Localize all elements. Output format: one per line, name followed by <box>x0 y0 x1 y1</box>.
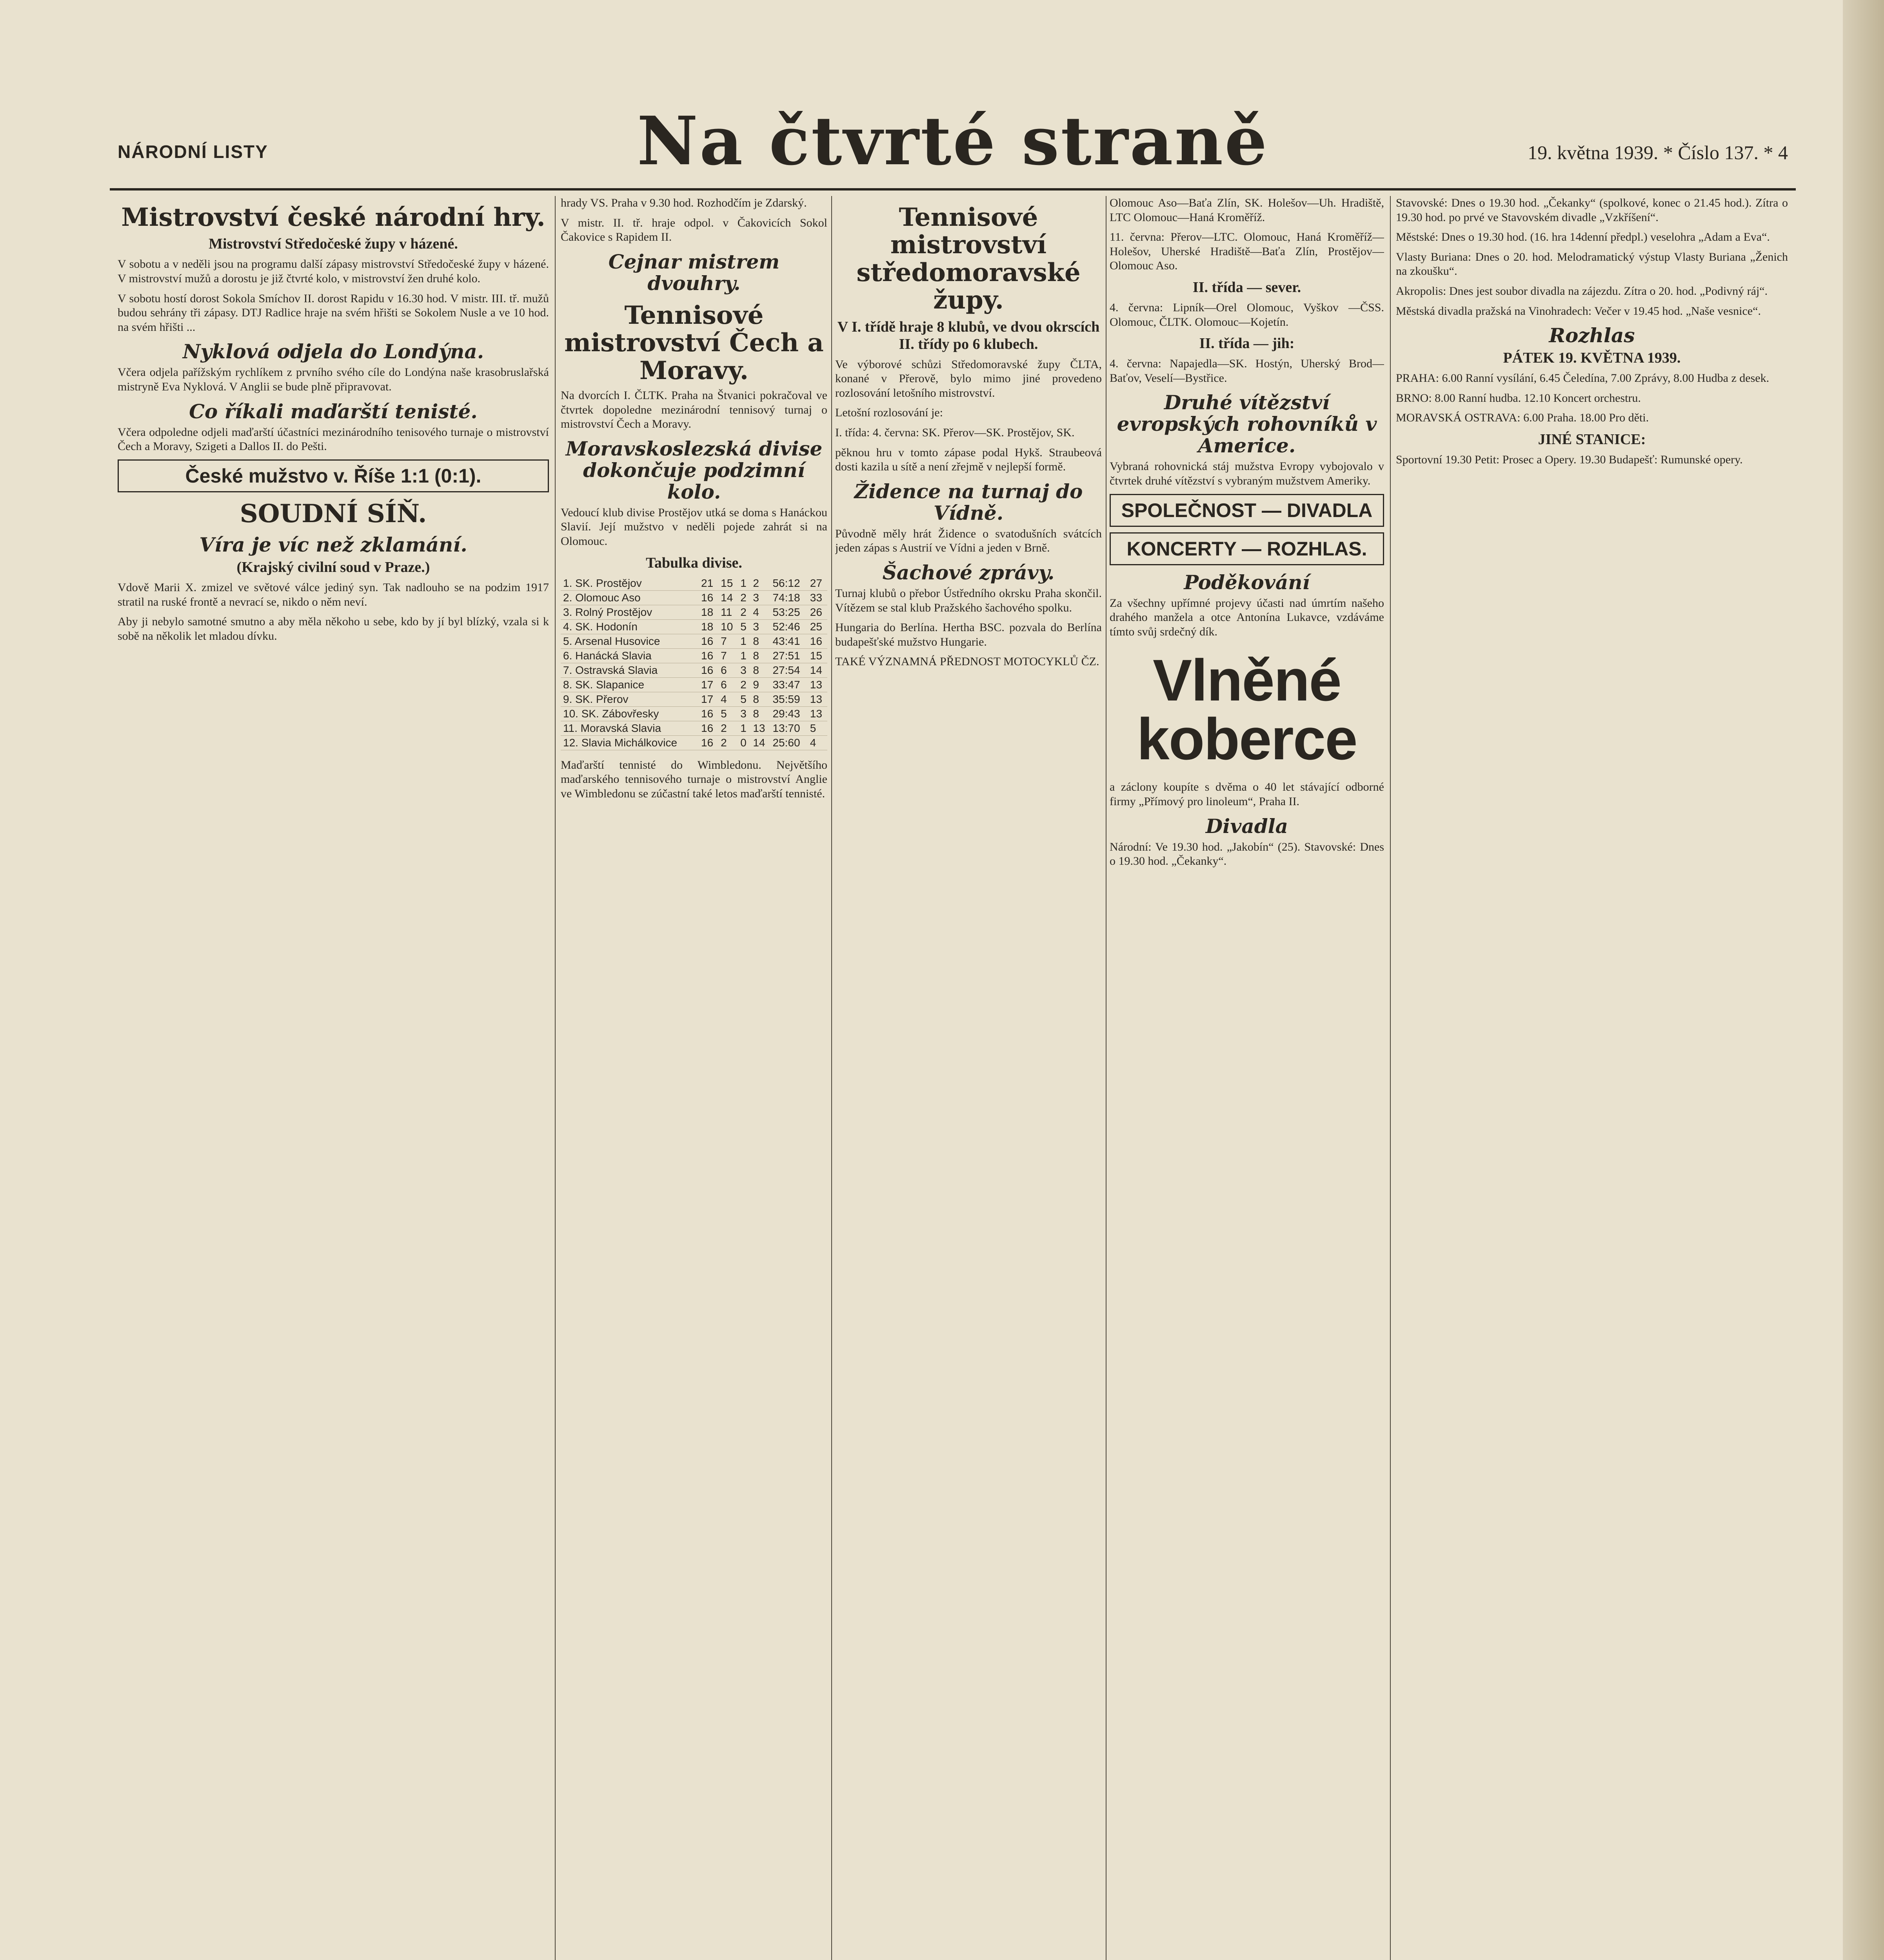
table-row <box>561 605 827 619</box>
headline: Poděkování <box>1184 570 1310 594</box>
article-paragraph: Vybraná rohovnická stáj mužstva Evropy vybojovalo v čtvrtek druhé vítězství s vybraným mužstvem Ameriky. <box>1110 460 1384 487</box>
table-cell: 7. Ostravská Slavia <box>561 663 699 677</box>
article-paragraph: V sobotu a v neděli jsou na programu další zápasy mistrovství Středočeské župy v házené. V mistrovství mužů a dorostu je již čtvrté kolo, v mistrovství žen druhé kolo. <box>118 258 549 285</box>
article-paragraph: PRAHA: 6.00 Ranní vysílání, 6.45 Čeledína, 7.00 Zprávy, 8.00 Hudba z desek. <box>1396 372 1770 385</box>
table-cell: 1. SK. Prostějov <box>561 576 699 591</box>
table-cell: 29:43 <box>770 706 807 721</box>
table-cell: 13 <box>750 721 770 735</box>
table-cell: 3. Rolný Prostějov <box>561 605 699 619</box>
article-paragraph: Vlasty Buriana: Dnes o 20. hod. Melodramatický výstup Vlasty Buriana „Ženich na zkoušku“. <box>1396 250 1788 278</box>
table-row <box>561 692 827 706</box>
subheading: II. třída — jih: <box>1199 335 1295 352</box>
table-row <box>561 706 827 721</box>
column-b <box>561 196 827 1960</box>
subheadline: V I. třídě hraje 8 klubů, ve dvou okrscích II. třídy po 6 klubech. <box>837 318 1100 352</box>
headline: Víra je víc než zklamání. <box>199 533 467 557</box>
article-paragraph: Hungaria do Berlína. Hertha BSC. pozvala do Berlína budapešťské mužstvo Hungarie. <box>835 621 1102 648</box>
subheadline: PÁTEK 19. KVĚTNA 1939. <box>1503 350 1681 367</box>
article-paragraph: I. třída: 4. června: SK. Přerov—SK. Prostějov, SK. <box>835 426 1075 439</box>
table-cell: 5. Arsenal Husovice <box>561 634 699 648</box>
table-cell: 25 <box>808 619 827 634</box>
article-paragraph: hrady VS. Praha v 9.30 hod. Rozhodčím je Zdarský. <box>561 196 807 209</box>
column-divider <box>831 196 832 1960</box>
column-d <box>1110 196 1384 1960</box>
table-cell: 6. Hanácká Slavia <box>561 648 699 663</box>
advert-headline: Vlněné koberce <box>1137 647 1357 772</box>
section-box: SPOLEČNOST — DIVADLA <box>1110 494 1384 527</box>
table-cell: 13 <box>808 706 827 721</box>
table-cell: 4 <box>808 735 827 750</box>
headline: Mistrovství české národní hry. <box>121 203 545 232</box>
article-paragraph: Sportovní 19.30 Petit: Prosec a Opery. 19.30 Budapešť: Rumunské opery. <box>1396 453 1743 466</box>
table-cell: 0 <box>738 735 750 750</box>
table-cell: 12. Slavia Michálkovice <box>561 735 699 750</box>
article-paragraph: Olomouc Aso—Baťa Zlín, SK. Holešov—Uh. Hradiště, LTC Olomouc—Haná Kroměříž. <box>1110 196 1384 224</box>
table-cell: 11 <box>718 605 738 619</box>
table-cell: 2 <box>750 576 770 591</box>
dateline: 19. května 1939. * Číslo 137. * 4 <box>1528 142 1788 163</box>
table-row <box>561 619 827 634</box>
table-cell: 10. SK. Zábovřesky <box>561 706 699 721</box>
headline: Moravskoslezská divise dokončuje podzimní kolo. <box>565 437 823 503</box>
table-cell: 18 <box>699 605 718 619</box>
table-cell: 5 <box>738 692 750 706</box>
table-cell: 5 <box>808 721 827 735</box>
table-cell: 16 <box>699 634 718 648</box>
column-c <box>835 196 1102 1960</box>
article-paragraph: V sobotu hostí dorost Sokola Smíchov II. dorost Rapidu v 16.30 hod. V mistr. III. tř. mužů budou sehrány tři zápasy. DTJ Radlice hraje na svém hřišti se Sokolem Nusle a ve 10 hod. na svém hřišti ... <box>118 292 549 334</box>
table-cell: 13 <box>808 677 827 692</box>
table-cell: 8 <box>750 692 770 706</box>
section-heading: SOUDNÍ SÍŇ. <box>240 499 427 528</box>
article-paragraph: Na dvorcích I. ČLTK. Praha na Štvanici pokračoval ve čtvrtek dopoledne mezinárodní tennisový turnaj o mistrovství Čech a Moravy. <box>561 388 827 431</box>
article-paragraph: Městské: Dnes o 19.30 hod. (16. hra 14denní předpl.) veselohra „Adam a Eva“. <box>1396 230 1770 244</box>
article-paragraph: BRNO: 8.00 Ranní hudba. 12.10 Koncert orchestru. <box>1396 391 1641 405</box>
table-row <box>561 576 827 591</box>
table-cell: 2 <box>738 605 750 619</box>
table-cell: 26 <box>808 605 827 619</box>
table-row <box>561 735 827 750</box>
header-bar <box>110 102 1796 184</box>
table-cell: 27 <box>808 576 827 591</box>
table-row <box>561 648 827 663</box>
headline: Šachové zprávy. <box>882 561 1055 584</box>
table-cell: 43:41 <box>770 634 807 648</box>
league-table <box>561 576 827 750</box>
table-cell: 4 <box>750 605 770 619</box>
table-cell: 9. SK. Přerov <box>561 692 699 706</box>
table-cell: 3 <box>750 619 770 634</box>
table-cell: 3 <box>750 590 770 605</box>
column-divider <box>555 196 556 1960</box>
boxed-headline: České mužstvo v. Říše 1:1 (0:1). <box>118 459 549 492</box>
article-paragraph: Včera odpoledne odjeli maďarští účastníci mezinárodního tenisového turnaje o mistrovství Čech a Moravy, Szigeti a Dallos II. do Pešti. <box>118 425 549 453</box>
article-paragraph: Původně měly hrát Židence o svatodušních svátcích jeden zápas s Austrií ve Vídni a jeden v Brně. <box>835 527 1102 555</box>
table-cell: 16 <box>699 721 718 735</box>
table-cell: 10 <box>718 619 738 634</box>
article-paragraph: Turnaj klubů o přebor Ústředního okrsku Praha skončil. Vítězem se stal klub Pražského šachového spolku. <box>835 586 1102 614</box>
table-cell: 14 <box>808 663 827 677</box>
article-paragraph: Vdově Marii X. zmizel ve světové válce jediný syn. Tak nadlouho se na podzim 1917 stratil na ruské frontě a nevrací se, nikdo o něm neví. <box>118 581 549 608</box>
headline: Divadla <box>1205 814 1288 838</box>
article-paragraph: Maďarští tennisté do Wimbledonu. Největšího maďarského tennisového turnaje o mistrovství Anglie ve Wimbledonu se zúčastní také letos maďarští tennisté. <box>561 758 827 800</box>
binding-edge <box>1843 0 1884 1960</box>
headline: Druhé vítězství evropských rohovníků v Americe. <box>1117 391 1377 457</box>
table-row <box>561 634 827 648</box>
section-box: KONCERTY — ROZHLAS. <box>1110 532 1384 565</box>
article-paragraph: Za všechny upřímné projevy účasti nad úmrtím našeho drahého manžela a otce Antonína Lukavce, vzdáváme tímto svůj srdečný dík. <box>1110 596 1384 638</box>
headline: Tennisové mistrovství středomoravské župy. <box>856 203 1081 315</box>
subheadline: (Krajský civilní soud v Praze.) <box>236 559 430 576</box>
table-cell: 27:54 <box>770 663 807 677</box>
article-paragraph: Městská divadla pražská na Vinohradech: Večer v 19.45 hod. „Naše vesnice“. <box>1396 304 1761 318</box>
table-cell: 13 <box>808 692 827 706</box>
table-cell: 6 <box>718 663 738 677</box>
table-cell: 6 <box>718 677 738 692</box>
table-cell: 7 <box>718 648 738 663</box>
table-cell: 15 <box>808 648 827 663</box>
article-paragraph: TAKÉ VÝZNAMNÁ PŘEDNOST MOTOCYKLŮ ČZ. <box>835 655 1099 668</box>
table-title: Tabulka divise. <box>646 554 742 571</box>
table-cell: 4. SK. Hodonín <box>561 619 699 634</box>
table-cell: 33:47 <box>770 677 807 692</box>
article-paragraph: 4. června: Napajedla—SK. Hostýn, Uherský Brod—Baťov, Veselí—Bystřice. <box>1110 357 1384 385</box>
article-paragraph: pěknou hru v tomto zápase podal Hykš. Straubeová dosti kazila u sítě a není zřejmě v nejlepší formě. <box>835 446 1102 474</box>
table-cell: 2 <box>718 735 738 750</box>
article-paragraph: Stavovské: Dnes o 19.30 hod. „Čekanky“ (spolkové, konec o 21.45 hod.). Zítra o 19.30 hod. po prvé ve Stavovském divadle „Vzkříšení“. <box>1396 196 1788 224</box>
subheading: II. třída — sever. <box>1192 279 1301 296</box>
column-e <box>1396 196 1788 1960</box>
table-cell: 56:12 <box>770 576 807 591</box>
table-row <box>561 663 827 677</box>
article-paragraph: 4. června: Lipník—Orel Olomouc, Vyškov —ČSS. Olomouc, ČLTK. Olomouc—Kojetín. <box>1110 301 1384 328</box>
table-row <box>561 721 827 735</box>
table-cell: 52:46 <box>770 619 807 634</box>
column-a <box>118 196 549 1960</box>
paper-name: NÁRODNÍ LISTY <box>118 142 268 162</box>
subheading: JINÉ STANICE: <box>1538 431 1646 448</box>
table-cell: 2 <box>738 590 750 605</box>
table-cell: 1 <box>738 721 750 735</box>
article-paragraph: Vedoucí klub divise Prostějov utká se doma s Hanáckou Slavií. Její mužstvo v neděli pojede zahrát si na Olomouc. <box>561 506 827 548</box>
table-cell: 13:70 <box>770 721 807 735</box>
column-divider <box>1390 196 1391 1960</box>
article-paragraph: Akropolis: Dnes jest soubor divadla na zájezdu. Zítra o 20. hod. „Podivný ráj“. <box>1396 284 1768 298</box>
table-cell: 8 <box>750 663 770 677</box>
table-cell: 16 <box>808 634 827 648</box>
table-cell: 8 <box>750 634 770 648</box>
table-row <box>561 677 827 692</box>
table-cell: 27:51 <box>770 648 807 663</box>
table-cell: 16 <box>699 648 718 663</box>
table-cell: 15 <box>718 576 738 591</box>
headline: Cejnar mistrem dvouhry. <box>608 250 780 295</box>
table-cell: 8. SK. Slapanice <box>561 677 699 692</box>
article-paragraph: Včera odjela pařížským rychlíkem z prvního svého cíle do Londýna naše krasobruslařská mistryně Eva Nyklová. V Anglii se bude plně připravovat. <box>118 366 549 393</box>
headline: Židence na turnaj do Vídně. <box>854 479 1083 524</box>
table-cell: 5 <box>738 619 750 634</box>
table-cell: 1 <box>738 648 750 663</box>
table-cell: 1 <box>738 576 750 591</box>
table-cell: 14 <box>750 735 770 750</box>
table-cell: 16 <box>699 663 718 677</box>
table-cell: 8 <box>750 648 770 663</box>
table-cell: 16 <box>699 706 718 721</box>
table-row <box>561 590 827 605</box>
table-cell: 21 <box>699 576 718 591</box>
headline: Tennisové mistrovství Čech a Moravy. <box>564 300 824 385</box>
article-paragraph: Ve výborové schůzi Středomoravské župy ČLTA, konané v Přerově, bylo mimo jiné provedeno rozlosování letošního mistrovství. <box>835 358 1102 399</box>
article-paragraph: MORAVSKÁ OSTRAVA: 6.00 Praha. 18.00 Pro děti. <box>1396 411 1649 425</box>
subheadline: Mistrovství Středočeské župy v házené. <box>209 236 458 252</box>
article-paragraph: 11. června: Přerov—LTC. Olomouc, Haná Kroměříž—Holešov, Uherské Hradiště—Baťa Zlín, Prostějov—Olomouc Aso. <box>1110 230 1384 272</box>
table-cell: 17 <box>699 677 718 692</box>
masthead-title: Na čtvrté straně <box>637 102 1269 180</box>
table-cell: 35:59 <box>770 692 807 706</box>
headline: Nyklová odjela do Londýna. <box>182 340 484 363</box>
table-cell: 2 <box>738 677 750 692</box>
table-cell: 9 <box>750 677 770 692</box>
header-rule <box>110 188 1796 191</box>
table-cell: 11. Moravská Slavia <box>561 721 699 735</box>
table-cell: 14 <box>718 590 738 605</box>
headline: Rozhlas <box>1549 324 1635 347</box>
table-cell: 1 <box>738 634 750 648</box>
table-cell: 25:60 <box>770 735 807 750</box>
table-cell: 18 <box>699 619 718 634</box>
table-cell: 2 <box>718 721 738 735</box>
table-cell: 7 <box>718 634 738 648</box>
article-paragraph: V mistr. II. tř. hraje odpol. v Čakovicích Sokol Čakovice s Rapidem II. <box>561 216 827 244</box>
table-cell: 17 <box>699 692 718 706</box>
article-paragraph: Letošní rozlosování je: <box>835 406 943 419</box>
headline: Co říkali maďarští tenisté. <box>189 399 478 423</box>
table-cell: 74:18 <box>770 590 807 605</box>
table-cell: 8 <box>750 706 770 721</box>
article-paragraph: Národní: Ve 19.30 hod. „Jakobín“ (25). Stavovské: Dnes o 19.30 hod. „Čekanky“. <box>1110 840 1384 868</box>
table-cell: 33 <box>808 590 827 605</box>
table-cell: 53:25 <box>770 605 807 619</box>
table-cell: 16 <box>699 590 718 605</box>
table-cell: 3 <box>738 663 750 677</box>
table-cell: 2. Olomouc Aso <box>561 590 699 605</box>
table-cell: 5 <box>718 706 738 721</box>
table-cell: 3 <box>738 706 750 721</box>
article-paragraph: Aby ji nebylo samotné smutno a aby měla někoho u sebe, kdo by jí byl blízký, vzala si k sobě na několik let mladou dívku. <box>118 615 549 642</box>
table-cell: 4 <box>718 692 738 706</box>
table-cell: 16 <box>699 735 718 750</box>
advert-text: a záclony koupíte s dvěma o 40 let stávající odborné firmy „Přímový pro linoleum“, Praha II. <box>1110 780 1384 808</box>
